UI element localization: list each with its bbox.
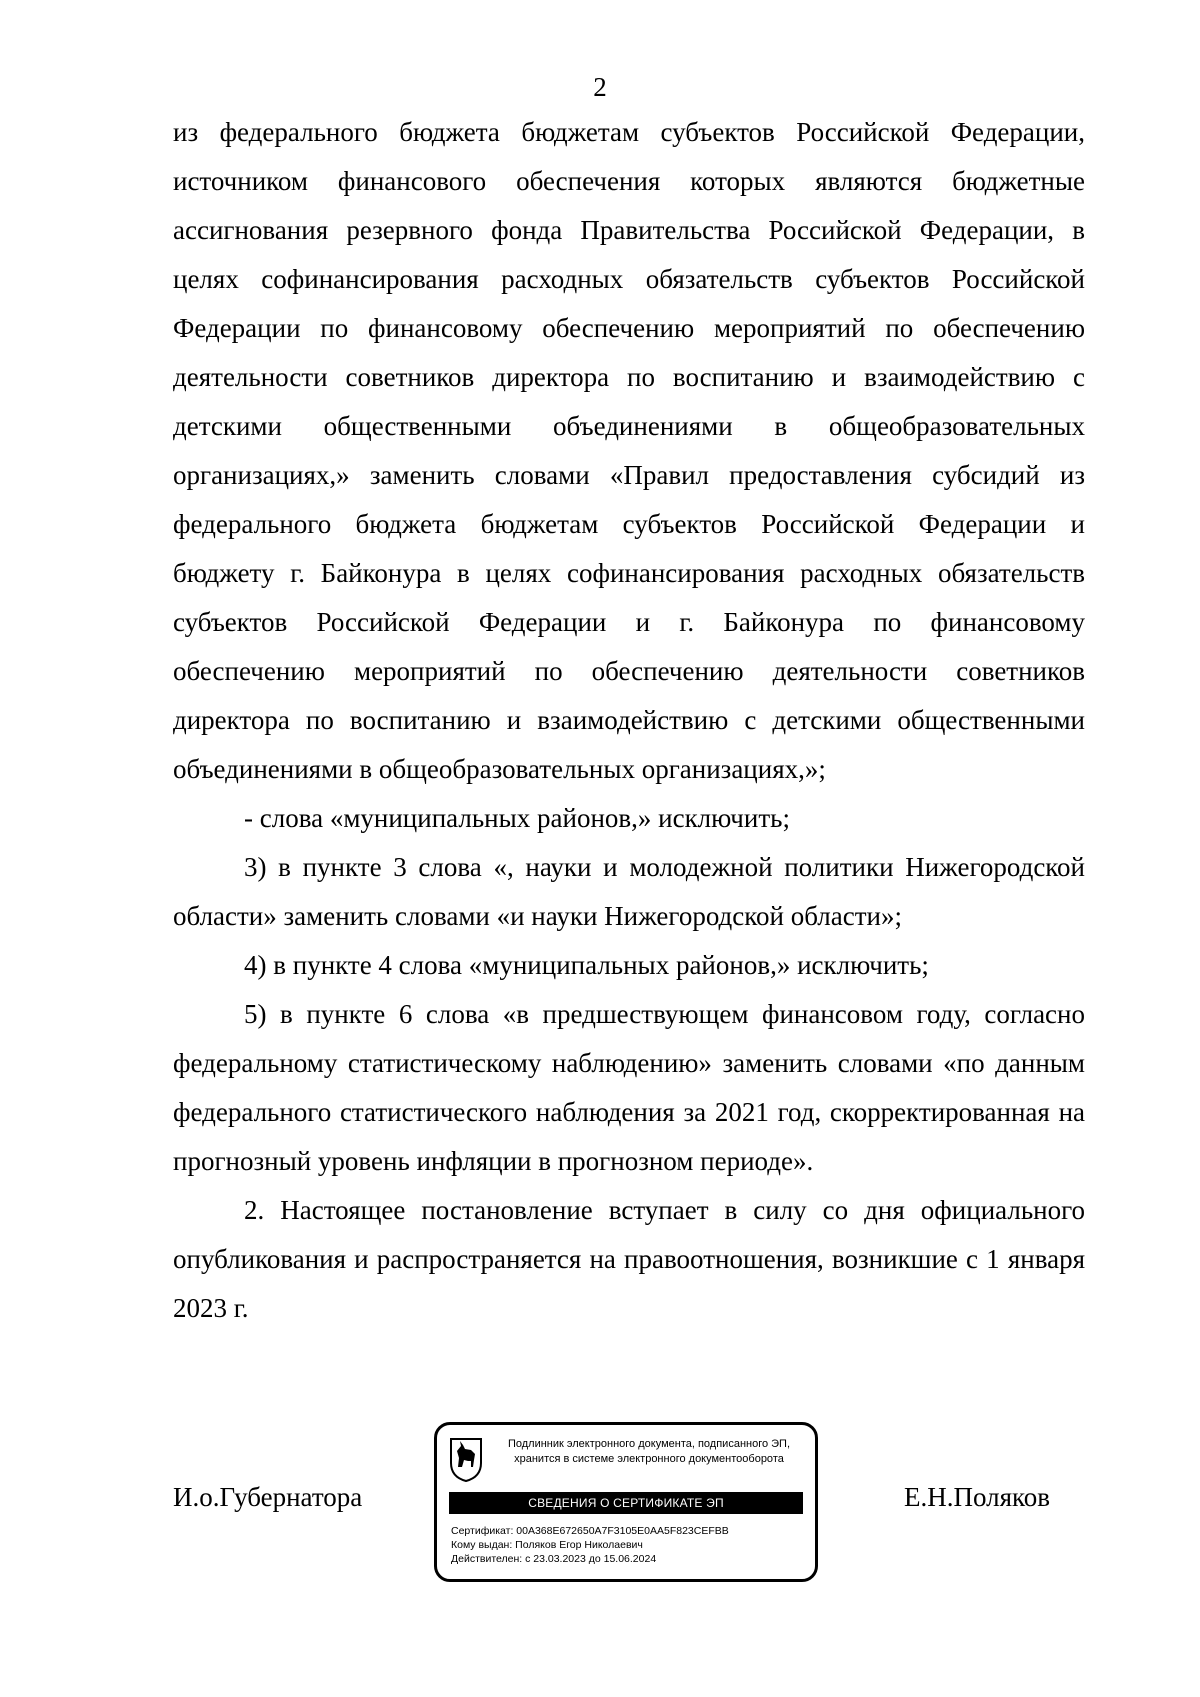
- paragraph-item-exclude-districts: - слова «муниципальных районов,» исключить;: [244, 803, 790, 833]
- electronic-signature-stamp: [434, 1422, 818, 1582]
- certificate-owner: Кому выдан: Поляков Егор Николаевич: [451, 1539, 643, 1551]
- stamp-header: СВЕДЕНИЯ О СЕРТИФИКАТЕ ЭП: [449, 1492, 803, 1514]
- paragraph-continuation: из федерального бюджета бюджетам субъектов Российской Федерации, источником финансового обеспечения которых являются бюджетные ассигнования резервного фонда Правительства Российской Федерации, в целях софинансирования расходных обязательств субъектов Российской Федерации по финансовому обеспечению мероприятий по обеспечению деятельности советников директора по воспитанию и взаимодействию с детскими общественными объединениями в общеобразовательных организациях,» заменить словами «Правил предоставления субсидий из федерального бюджета бюджетам субъектов Российской Федерации и бюджету г. Байконура в целях софинансирования расходных обязательств субъектов Российской Федерации и г. Байконура по финансовому обеспечению мероприятий по обеспечению деятельности советников директора по воспитанию и взаимодействию с детскими общественными объединениями в общеобразовательных организациях,»;: [173, 117, 1085, 784]
- document-body: [173, 108, 1085, 1333]
- paragraph-effective-date: 2. Настоящее постановление вступает в силу со дня официального опубликования и распространяется на правоотношения, возникшие с 1 января 2023 г.: [173, 1195, 1085, 1323]
- stamp-notice: [489, 1437, 809, 1467]
- signatory-name: Е.Н.Поляков: [904, 1482, 1051, 1512]
- paragraph-item-4: 4) в пункте 4 слова «муниципальных районов,» исключить;: [244, 950, 929, 980]
- stamp-notice-line: хранится в системе электронного документооборота: [514, 1453, 784, 1465]
- certificate-details: [451, 1524, 811, 1566]
- signatory-title: И.о.Губернатора: [173, 1482, 363, 1512]
- certificate-number: Сертификат: 00A368E672650A7F3105E0AA5F823CEFBB: [451, 1525, 729, 1537]
- paragraph-item-5: 5) в пункте 6 слова «в предшествующем финансовом году, согласно федеральному статистическому наблюдению» заменить словами «по данным федерального статистического наблюдения за 2021 год, скорректированная на прогнозный уровень инфляции в прогнозном периоде».: [173, 999, 1085, 1176]
- stamp-notice-line: Подлинник электронного документа, подписанного ЭП,: [507, 1438, 791, 1450]
- coat-of-arms-icon: [449, 1437, 483, 1483]
- paragraph-item-3: 3) в пункте 3 слова «, науки и молодежной политики Нижегородской области» заменить словами «и науки Нижегородской области»;: [173, 852, 1085, 931]
- page-number: 2: [593, 72, 607, 102]
- certificate-validity: Действителен: с 23.03.2023 до 15.06.2024: [451, 1553, 657, 1565]
